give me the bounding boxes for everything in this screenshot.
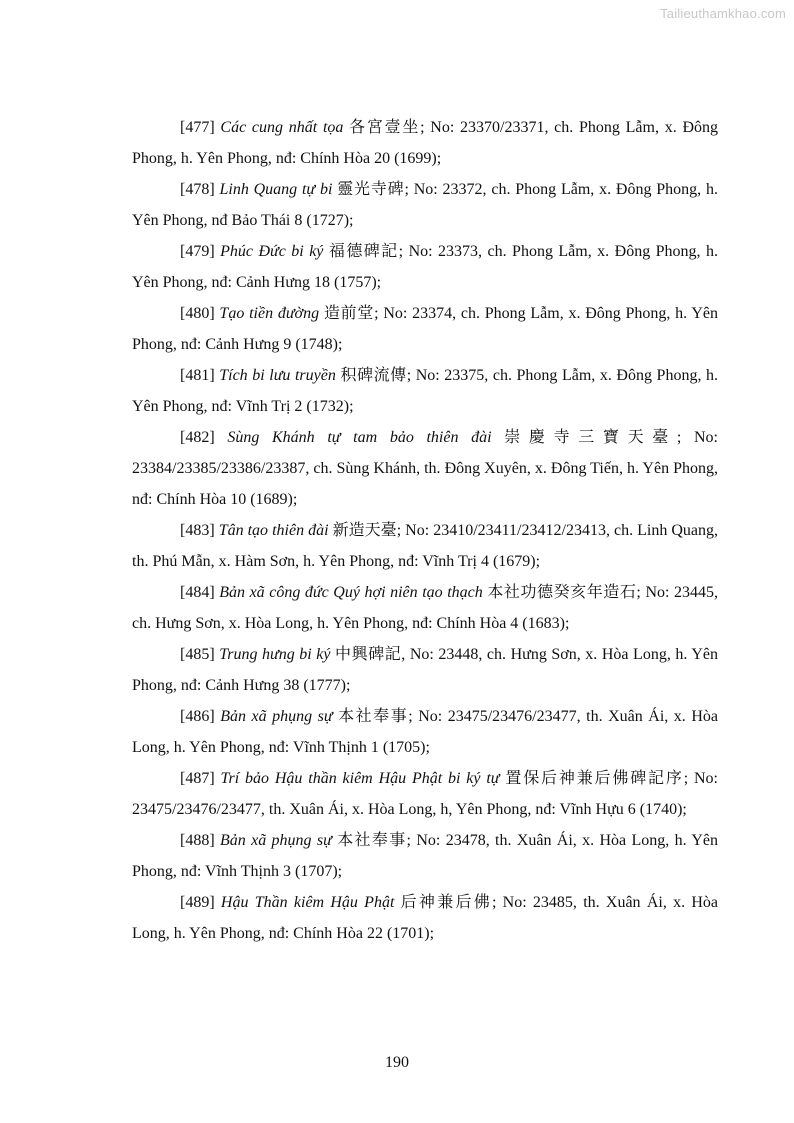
bibliography-entry bbox=[132, 577, 718, 639]
entry-details: 造前堂; No: 23374, ch. Phong Lẫm, x. Đông Phong, h. Yên Phong, nđ: Cảnh Hưng 9 (1748); bbox=[132, 305, 719, 353]
entry-details: 本社奉事; No: 23478, th. Xuân Ái, x. Hòa Long, h. Yên Phong, nđ: Vĩnh Thịnh 3 (1707); bbox=[132, 832, 719, 880]
entry-title: Bản xã phụng sự bbox=[220, 708, 333, 725]
page-number: 190 bbox=[385, 1054, 409, 1071]
entry-details: 各宮壹坐; No: 23370/23371, ch. Phong Lẫm, x. Đông Phong, h. Yên Phong, nđ: Chính Hòa 20 (1699); bbox=[132, 119, 719, 167]
entry-title: Sùng Khánh tự tam bảo thiên đài bbox=[227, 429, 492, 446]
entry-title: Tạo tiền đường bbox=[219, 305, 320, 322]
entry-title: Trung hưng bi ký bbox=[219, 646, 331, 663]
entry-number: [485] bbox=[180, 646, 220, 663]
entry-number: [488] bbox=[180, 832, 220, 849]
entry-details: 崇慶寺三寶天臺; No: 23384/23385/23386/23387, ch. Sùng Khánh, th. Đông Xuyên, x. Đông Tiến, h. Yên Phong, nđ: Chính Hòa 10 (1689); bbox=[132, 429, 719, 508]
entry-details: 福德碑記; No: 23373, ch. Phong Lẫm, x. Đông Phong, h. Yên Phong, nđ: Cảnh Hưng 18 (1757); bbox=[132, 243, 719, 291]
entry-title: Tân tạo thiên đài bbox=[218, 522, 329, 539]
bibliography-entry bbox=[132, 515, 718, 577]
bibliography-entry bbox=[132, 763, 718, 825]
bibliography-entry bbox=[132, 236, 718, 298]
entry-details: 置保后神兼后佛碑記序; No: 23475/23476/23477, th. Xuân Ái, x. Hòa Long, h, Yên Phong, nđ: Vĩnh Hựu 6 (1740); bbox=[132, 770, 719, 818]
bibliography-entry bbox=[132, 360, 718, 422]
entry-number: [486] bbox=[180, 708, 221, 725]
entry-title: Phúc Đức bi ký bbox=[220, 243, 324, 260]
entry-details: 后神兼后佛; No: 23485, th. Xuân Ái, x. Hòa Long, h. Yên Phong, nđ: Chính Hòa 22 (1701); bbox=[132, 894, 718, 942]
entry-number: [483] bbox=[180, 522, 219, 539]
entry-title: Bản xã công đức Quý hợi niên tạo thạch bbox=[219, 584, 483, 601]
entry-details: 新造天臺; No: 23410/23411/23412/23413, ch. Linh Quang, th. Phú Mẫn, x. Hàm Sơn, h. Yên Phong, nđ: Vĩnh Trị 4 (1679); bbox=[132, 522, 719, 570]
entry-number: [487] bbox=[180, 770, 221, 787]
entry-title: Bản xã phụng sự bbox=[220, 832, 332, 849]
watermark-text: Tailieuthamkhao.com bbox=[660, 6, 786, 21]
entry-number: [481] bbox=[180, 367, 220, 384]
entry-number: [482] bbox=[180, 429, 228, 446]
entry-number: [479] bbox=[180, 243, 221, 260]
bibliography-entry bbox=[132, 174, 718, 236]
bibliography-list bbox=[132, 112, 718, 949]
entry-number: [480] bbox=[180, 305, 220, 322]
entry-title: Hậu Thần kiêm Hậu Phật bbox=[220, 894, 395, 911]
bibliography-entry bbox=[132, 422, 718, 515]
bibliography-entry bbox=[132, 825, 718, 887]
entry-number: [478] bbox=[180, 181, 220, 198]
entry-title: Trí bảo Hậu thần kiêm Hậu Phật bi ký tự bbox=[220, 770, 500, 787]
entry-number: [477] bbox=[180, 119, 221, 136]
bibliography-entry bbox=[132, 701, 718, 763]
bibliography-entry bbox=[132, 887, 718, 949]
entry-details: 本社奉事; No: 23475/23476/23477, th. Xuân Ái, x. Hòa Long, h. Yên Phong, nđ: Vĩnh Thịnh 1 (1705); bbox=[132, 708, 718, 756]
bibliography-entry bbox=[132, 298, 718, 360]
bibliography-entry bbox=[132, 112, 718, 174]
entry-details: 积碑流傳; No: 23375, ch. Phong Lẫm, x. Đông Phong, h. Yên Phong, nđ: Vĩnh Trị 2 (1732); bbox=[132, 367, 719, 415]
entry-details: 本社功德癸亥年造石; No: 23445, ch. Hưng Sơn, x. Hòa Long, h. Yên Phong, nđ: Chính Hòa 4 (1683); bbox=[132, 584, 719, 632]
entry-title: Các cung nhất tọa bbox=[220, 119, 344, 136]
entry-details: 中興碑記, No: 23448, ch. Hưng Sơn, x. Hòa Long, h. Yên Phong, nđ: Cảnh Hưng 38 (1777); bbox=[132, 646, 718, 694]
entry-number: [489] bbox=[180, 894, 221, 911]
entry-number: [484] bbox=[180, 584, 220, 601]
entry-title: Tích bi lưu truyền bbox=[219, 367, 336, 384]
bibliography-entry bbox=[132, 639, 718, 701]
entry-title: Linh Quang tự bi bbox=[219, 181, 333, 198]
entry-details: 靈光寺碑; No: 23372, ch. Phong Lẫm, x. Đông Phong, h. Yên Phong, nđ Bảo Thái 8 (1727); bbox=[132, 181, 718, 229]
